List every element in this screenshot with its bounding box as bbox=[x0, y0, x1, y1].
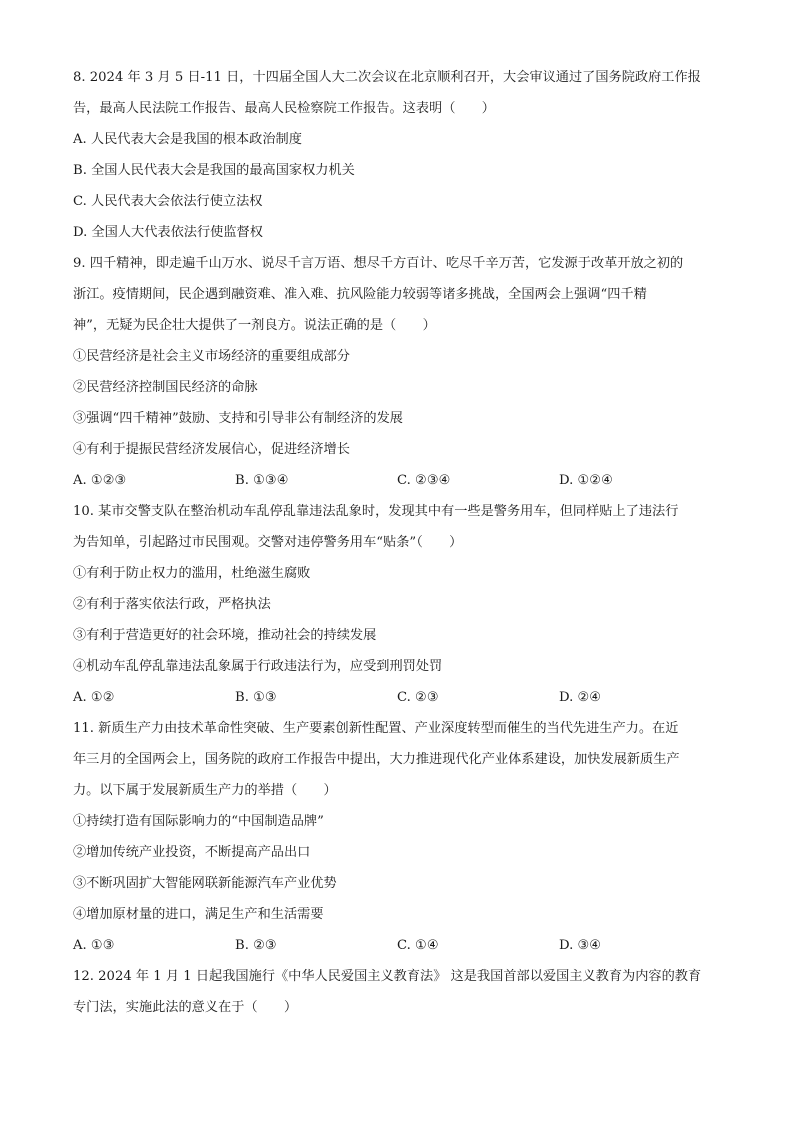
answer-option[interactable]: C. ①④ bbox=[397, 938, 439, 953]
answer-option[interactable]: D. 全国人大代表依法行使监督权 bbox=[73, 225, 263, 240]
question-stem-line: 年三月的全国两会上，国务院的政府工作报告中提出，大力推进现代化产业体系建设，加快发展新质生产 bbox=[73, 752, 680, 767]
answer-option[interactable]: D. ①②④ bbox=[559, 473, 613, 488]
question-stem-line: 神”，无疑为民企壮大提供了一剂良方。说法正确的是（ ） bbox=[73, 318, 436, 333]
answer-options bbox=[73, 682, 723, 713]
answer-option[interactable]: C. ②③ bbox=[397, 690, 439, 705]
answer-option[interactable]: D. ③④ bbox=[559, 938, 602, 953]
statement-item: ①民营经济是社会主义市场经济的重要组成部分 bbox=[73, 349, 350, 364]
answer-option[interactable]: B. ②③ bbox=[235, 938, 277, 953]
question-4 bbox=[73, 961, 723, 1023]
answer-options bbox=[73, 930, 723, 961]
statement-item: ①持续打造有国际影响力的“中国制造品牌” bbox=[73, 814, 324, 829]
statement-item: ④有利于提振民营经济发展信心，促进经济增长 bbox=[73, 442, 350, 457]
question-stem-line: 告，最高人民法院工作报告、最高人民检察院工作报告。这表明（ ） bbox=[73, 101, 495, 116]
answer-option[interactable]: A. 人民代表大会是我国的根本政治制度 bbox=[73, 132, 302, 147]
answer-option[interactable]: A. ①③ bbox=[73, 938, 115, 953]
question-stem-line: 专门法，实施此法的意义在于（ ） bbox=[73, 1000, 298, 1015]
answer-option[interactable]: B. 全国人民代表大会是我国的最高国家权力机关 bbox=[73, 163, 355, 178]
question-stem-line: 11. 新质生产力由技术革命性突破、生产要素创新性配置、产业深度转型而催生的当代先进生产力。在近 bbox=[73, 721, 679, 736]
exam-page bbox=[73, 62, 723, 1023]
statement-item: ①有利于防止权力的滥用，杜绝滋生腐败 bbox=[73, 566, 311, 581]
statement-item: ④机动车乱停乱靠违法乱象属于行政违法行为，应受到刑罚处罚 bbox=[73, 659, 443, 674]
answer-option[interactable]: B. ①③ bbox=[235, 690, 277, 705]
question-stem-line: 8. 2024 年 3 月 5 日-11 日，十四届全国人大二次会议在北京顺利召开，大会审议通过了国务院政府工作报 bbox=[73, 70, 701, 85]
statement-item: ③不断巩固扩大智能网联新能源汽车产业优势 bbox=[73, 876, 337, 891]
statement-item: ②增加传统产业投资，不断提高产品出口 bbox=[73, 845, 311, 860]
question-stem-line: 力。以下属于发展新质生产力的举措（ ） bbox=[73, 783, 337, 798]
answer-option[interactable]: A. ①② bbox=[73, 690, 115, 705]
question-stem-line: 10. 某市交警支队在整治机动车乱停乱靠违法乱象时，发现其中有一些是警务用车，但同样贴上了违法行 bbox=[73, 504, 679, 519]
statement-item: ②有利于落实依法行政，严格执法 bbox=[73, 597, 271, 612]
answer-options bbox=[73, 124, 723, 248]
question-3 bbox=[73, 713, 723, 961]
question-stem-line: 9. 四千精神，即走遍千山万水、说尽千言万语、想尽千方百计、吃尽千辛万苦，它发源于改革开放之初的 bbox=[73, 256, 684, 271]
answer-option[interactable]: A. ①②③ bbox=[73, 473, 127, 488]
question-stem-line: 浙江。疫情期间，民企遇到融资难、准入难、抗风险能力较弱等诸多挑战，全国两会上强调“四千精 bbox=[73, 287, 647, 302]
answer-option[interactable]: D. ②④ bbox=[559, 690, 602, 705]
statement-item: ④增加原材量的进口，满足生产和生活需要 bbox=[73, 907, 324, 922]
question-stem-line: 12. 2024 年 1 月 1 日起我国施行《中华人民爱国主义教育法》 这是我国首部以爱国主义教育为内容的教育 bbox=[73, 969, 702, 984]
question-1 bbox=[73, 248, 723, 496]
question-stem-line: 为告知单，引起路过市民围观。交警对违停警务用车“贴条”（ ） bbox=[73, 535, 463, 550]
statement-item: ③有利于营造更好的社会环境，推动社会的持续发展 bbox=[73, 628, 377, 643]
statement-item: ②民营经济控制国民经济的命脉 bbox=[73, 380, 258, 395]
answer-option[interactable]: C. ②③④ bbox=[397, 473, 451, 488]
question-0 bbox=[73, 62, 723, 248]
answer-option[interactable]: B. ①③④ bbox=[235, 473, 289, 488]
answer-option[interactable]: C. 人民代表大会依法行使立法权 bbox=[73, 194, 263, 209]
answer-options bbox=[73, 465, 723, 496]
statement-item: ③强调“四千精神”鼓励、支持和引导非公有制经济的发展 bbox=[73, 411, 403, 426]
question-2 bbox=[73, 496, 723, 713]
